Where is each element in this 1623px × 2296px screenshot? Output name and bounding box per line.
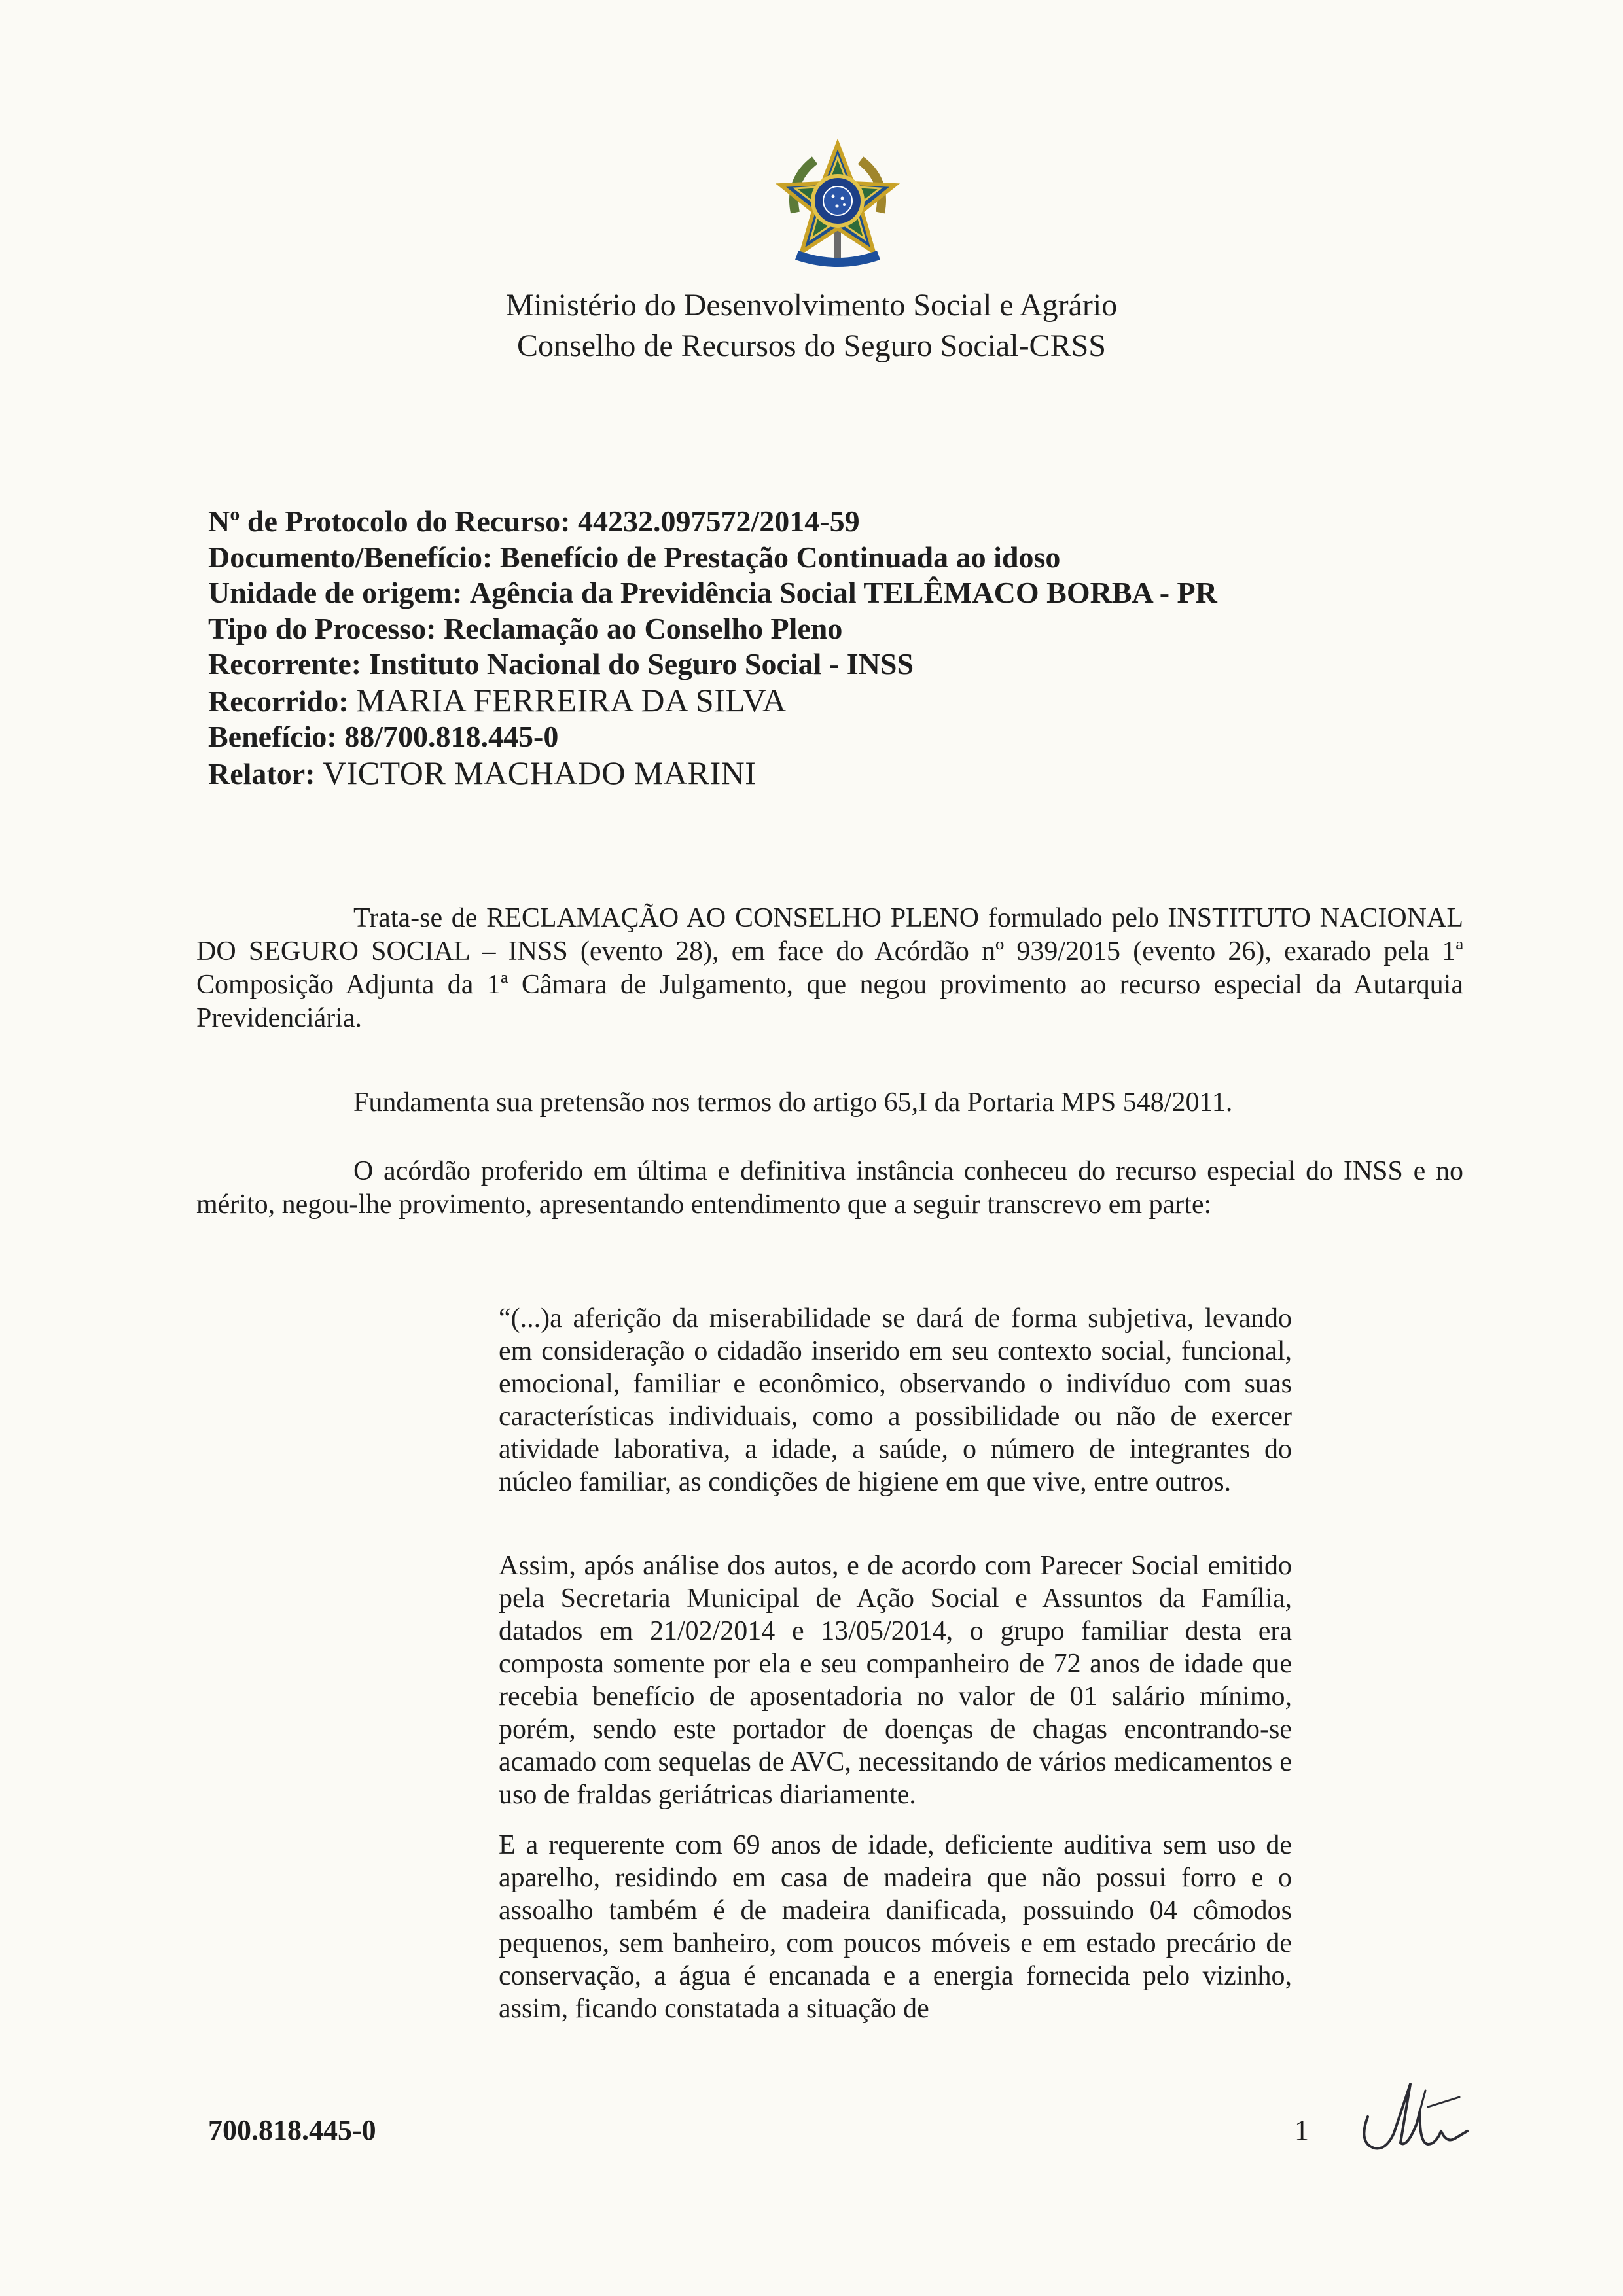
respondent-row <box>208 682 1452 720</box>
benefit-row <box>208 719 1452 755</box>
rapporteur-value: VICTOR MACHADO MARINI <box>322 754 757 791</box>
rapporteur-label: Relator: <box>208 756 315 790</box>
appellant-value: Instituto Nacional do Seguro Social - INSS <box>368 647 914 680</box>
document-row <box>208 540 1452 576</box>
quote-paragraph: Assim, após análise dos autos, e de acordo com Parecer Social emitido pela Secretaria Municipal de Ação Social e Assuntos da Família, datados em 21/02/2014 e 13/05/2014, o grupo familiar desta era composta somente por ela e seu companheiro de 72 anos de idade que recebia benefício de aposentadoria no valor de 01 salário mínimo, porém, sendo este portador de doenças de chagas encontrando-se acamado com sequelas de AVC, necessitando de vários medicamentos e uso de fraldas geriátricas diariamente. <box>499 1551 1292 1810</box>
body-paragraph: O acórdão proferido em última e definitiva instância conheceu do recurso especial do INSS e no mérito, negou-lhe provimento, apresentando entendimento que a seguir transcrevo em parte: <box>196 1156 1463 1220</box>
document-label: Documento/Benefício: <box>208 540 493 574</box>
appellant-row <box>208 646 1452 682</box>
process-row <box>208 611 1452 647</box>
unit-value: Agência da Previdência Social TELÊMACO BORBA - PR <box>469 576 1217 609</box>
benefit-value: 88/700.818.445-0 <box>344 720 559 753</box>
unit-row <box>208 575 1452 611</box>
process-value: Reclamação ao Conselho Pleno <box>443 611 843 645</box>
rapporteur-row <box>208 755 1452 792</box>
brazil-coat-of-arms-icon <box>769 134 906 272</box>
quote-paragraph: E a requerente com 69 anos de idade, deficiente auditiva sem uso de aparelho, residindo em casa de madeira que não possui forro e o assoalho também é de madeira danificada, possuindo 04 cômodos pequenos, sem banheiro, com poucos móveis e em estado precário de conservação, a água é encanada e a energia fornecida pelo vizinho, assim, ficando constatada a situação de <box>499 1830 1292 2024</box>
unit-label: Unidade de origem: <box>208 576 463 609</box>
document-value: Benefício de Prestação Continuada ao idoso <box>499 540 1061 574</box>
benefit-label: Benefício: <box>208 720 337 753</box>
respondent-value: MARIA FERREIRA DA SILVA <box>356 681 787 718</box>
body-paragraph: Fundamenta sua pretensão nos termos do artigo 65,I da Portaria MPS 548/2011. <box>353 1087 1233 1118</box>
handwritten-signature-icon <box>1355 2071 1479 2163</box>
protocol-label: Nº de Protocolo do Recurso: <box>208 504 571 538</box>
protocol-value: 44232.097572/2014-59 <box>577 504 860 538</box>
protocol-row <box>208 504 1452 540</box>
process-label: Tipo do Processo: <box>208 611 437 645</box>
council-name: Conselho de Recursos do Seguro Social-CRSS <box>517 328 1106 363</box>
body-paragraph: Trata-se de RECLAMAÇÃO AO CONSELHO PLENO formulado pelo INSTITUTO NACIONAL DO SEGURO SOCIAL – INSS (evento 28), em face do Acórdão nº 939/2015 (evento 26), exarado pela 1ª Composição Adjunta da 1ª Câmara de Julgamento, que negou provimento ao recurso especial da Autarquia Previdenciária. <box>196 903 1463 1033</box>
page-number: 1 <box>1294 2114 1309 2146</box>
case-details <box>208 504 1452 792</box>
footer-benefit-number: 700.818.445-0 <box>208 2114 376 2146</box>
quote-paragraph: “(...)a aferição da miserabilidade se dará de forma subjetiva, levando em consideração o cidadão inserido em seu contexto social, funcional, emocional, familiar e econômico, observando o indivíduo com suas características individuais, como a possibilidade ou não de exercer atividade laborativa, a idade, a saúde, o número de integrantes do núcleo familiar, as condições de higiene em que vive, entre outros. <box>499 1303 1292 1497</box>
appellant-label: Recorrente: <box>208 647 362 680</box>
ministry-name: Ministério do Desenvolvimento Social e Agrário <box>505 288 1118 323</box>
respondent-label: Recorrido: <box>208 684 349 718</box>
